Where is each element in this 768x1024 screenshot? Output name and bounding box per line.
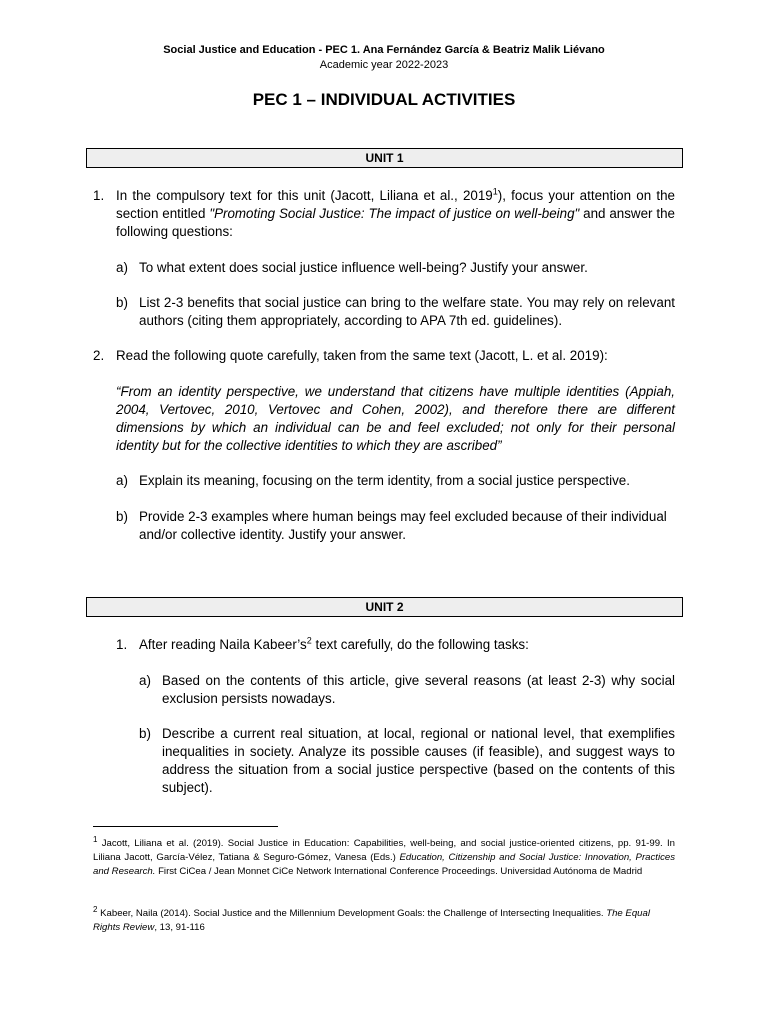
unit1-q2-text: Read the following quote carefully, taken from the same text (Jacott, L. et al. 2019): [116, 348, 608, 363]
unit1-heading: UNIT 1 [86, 148, 683, 168]
header-academic-year: Academic year 2022-2023 [319, 59, 449, 71]
unit1-q1b-label: b) [116, 295, 128, 310]
footnote-ref-1[interactable]: 1 [492, 186, 498, 197]
page-title: PEC 1 – INDIVIDUAL ACTIVITIES [252, 90, 516, 109]
footnote-ref-2[interactable]: 2 [306, 635, 312, 646]
unit1-q2a-label: a) [116, 473, 128, 488]
unit2-q1a-text: Based on the contents of this article, give several reasons (at least 2-3) why social exclusion persists nowadays. [162, 673, 675, 706]
unit1-q1-number: 1. [93, 188, 105, 203]
unit2-q1-text: After reading Naila $Kabeer’s^2$ text carefully, do the following tasks: [139, 635, 529, 652]
unit1-q2b-label: b) [116, 509, 128, 524]
unit1-quote: “From an identity perspective, we understand that citizens have multiple identities (Appiah, 2004, Vertovec, 2010, Vertovec and Cohen, 2002), and therefore there are different dimensions by which an individual can be and feel excluded; not only for their personal identity but for the collective identities to which they are ascribed” [116, 384, 675, 453]
unit2-q1-number: 1. [116, 637, 128, 652]
unit2-q1b-label: b) [139, 726, 151, 741]
unit1-q2b-text: Provide 2-3 examples where human beings may feel excluded because of their individual and/or collective identity. Justify your answer. [139, 509, 667, 542]
unit1-q1-text: In the compulsory text for this unit (Jacott, Liliana et al., 2019$^1$), focus your attention on the section entitled "Promoting Social Justice: The impact of justice on well-being" and answer the following questions: [116, 186, 676, 239]
footnote-1: $^1$ Jacott, Liliana et al. (2019). Social Justice in Education: Capabilities, well-being, and social justice-oriented citizens, pp. 91-99. In Liliana Jacott, García-Vélez, Tatiana & Seguro-Gómez, Vanesa (Eds.) Education, Citizenship and Social Justice: Innovation, Practices and Research. First CiCea / Jean Monnet CiCe Network International Conference Proceedings. Universidad Autónoma de Madrid [93, 834, 676, 877]
unit1-q1b-text: List 2-3 benefits that social justice can bring to the welfare state. You may rely on relevant authors (citing them appropriately, according to APA 7th ed. guidelines). [139, 295, 675, 328]
unit1-q2a-text: Explain its meaning, focusing on the term identity, from a social justice perspective. [139, 473, 630, 488]
unit1-q1a-text: To what extent does social justice influence well-being? Justify your answer. [139, 260, 588, 275]
unit2-q1a-label: a) [139, 673, 151, 688]
footnote-2: $^2$ Kabeer, Naila (2014). Social Justice and the Millennium Development Goals: the Challenge of Intersecting Inequalities. The Equal Rights Review, 13, 91-116 [93, 904, 650, 933]
footnote-separator [93, 826, 278, 827]
unit2-heading: UNIT 2 [86, 597, 683, 617]
unit2-q1b-text: Describe a current real situation, at local, regional or national level, that exemplifies inequalities in society. Analyze its possible causes (if feasible), and suggest ways to address the situation from a social justice perspective (based on the contents of this subject). [162, 726, 675, 795]
unit1-q2-number: 2. [93, 348, 105, 363]
header-authors: Social Justice and Education - PEC 1. Ana Fernández García & Beatriz Malik Liévano [163, 44, 605, 56]
unit1-q1a-label: a) [116, 260, 128, 275]
